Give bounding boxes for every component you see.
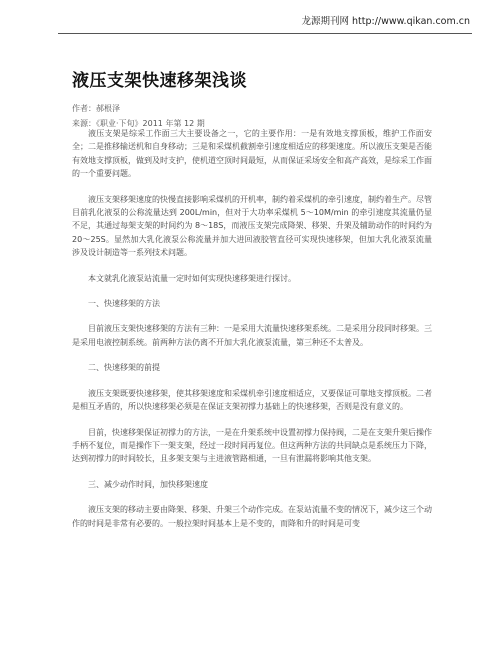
- header-divider: [58, 33, 472, 34]
- section-heading: 三、减少动作时间，加快移架速度: [88, 479, 208, 489]
- paragraph: 目前液压支架快速移架的方法有三种：一是采用大流量快速移架系统。二是采用分段同时移架。三是采用电液控制系统。前两种方法仍离不开加大乳化液泵流量，第三种还不太普及。: [72, 324, 432, 347]
- paragraph: 本文就乳化液泵站流量一定时如何实现快速移架进行探讨。: [88, 273, 296, 283]
- section-heading: 二、快速移架的前提: [88, 363, 160, 373]
- article-source: 来源：《职业·下旬》2011 年第 12 期: [72, 119, 205, 128]
- paragraph: 目前，快速移架保证初撑力的方法，一是在升架系统中设置初撑力保持阀，二是在支架升架后操作手柄不复位，而是操作下一架支架，经过一段时间再复位。但这两种方法的共同缺点是系统压力下降，达到初撑力的时间较长，且多架支架与主进液管路相通，一旦有泄漏将影响其他支架。: [72, 427, 432, 464]
- article-body: [72, 127, 432, 530]
- paragraph: 液压支架移架速度的快慢直接影响采煤机的开机率，制约着采煤机的牵引速度，制约着生产。尽管目前乳化液泵的公称流量达到 200L/min，但对于大功率采煤机 5～10M/min 的牵引速度其流量仍显不足，其通过每架支架的时间约为 8～18S，而液压支架完成降架、移架、升架及辅助动作的时间约为 20～25S。显然加大乳化液泵公称流量并加大进回液胶管直径可实现快速移架，但加大乳化液泵流量涉及设计制造等一系列技术问题。: [72, 194, 432, 258]
- article-title: 液压支架快速移架浅谈: [72, 71, 247, 91]
- section-heading: 一、快速移架的方法: [88, 299, 160, 309]
- paragraph: 液压支架既要快速移架，使其移架速度和采煤机牵引速度相适应，又要保证可靠地支撑顶板。二者是相互矛盾的，所以快速移架必须是在保证支架初撑力基础上的快速移架，否则是没有意义的。: [72, 388, 432, 412]
- paragraph: 液压支架是综采工作面三大主要设备之一，它的主要作用：一是有效地支撑顶板，维护工作面安全；二是推移输送机和自身移动；三是和采煤机截割牵引速度相适应的移架速度。所以液压支架是否能有效地支撑顶板，做到及时支护，使机道空顶时间最短，从而保证采场安全和高产高效，是综采工作面的一个重要问题。: [72, 129, 432, 179]
- paragraph: 液压支架的移动主要由降架、移架、升架三个动作完成。在泵站流量不变的情况下，减少这三个动作的时间是非常有必要的。一般拉架时间基本上是不变的，而降和升的时间是可变: [72, 505, 432, 528]
- journal-site-header: 龙源期刊网 http://www.qikan.com.cn: [301, 16, 470, 27]
- article-author: 作者：郝根泽: [72, 104, 120, 113]
